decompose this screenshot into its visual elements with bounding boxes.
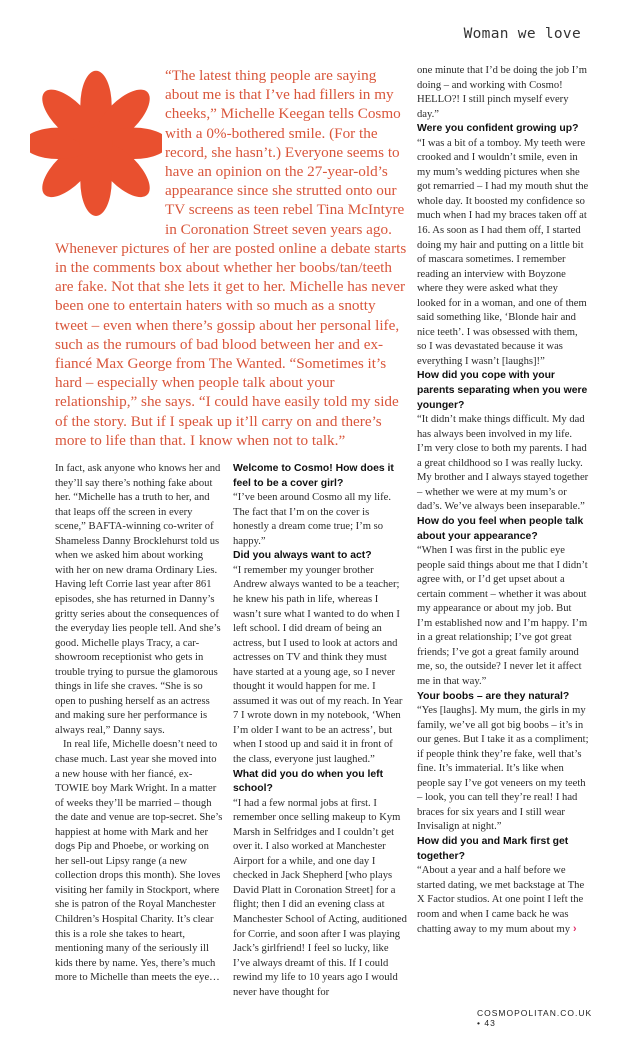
article-column-2 [233, 462, 407, 1000]
page-footer: COSMOPOLITAN.CO.UK • 43 [477, 1008, 593, 1029]
article-layout [55, 65, 589, 1000]
article-column-3 [417, 64, 589, 938]
interview-question: Welcome to Cosmo! How does it feel to be a cover girl? [233, 463, 394, 489]
article-left-area [55, 66, 407, 1000]
interview-question: What did you do when you left school? [233, 768, 384, 795]
body-paragraph: “I was a bit of a tomboy. My teeth were crooked and I wouldn’t smile, even in my mum’s wedding pictures when she got remarried – I had my mouth shut the whole day. It boosted my confidence so much when I had my braces taken off at 16. As soon as I had them off, I started doing my hair and putting on a little bit of mascara sometimes. I remember reading an interview with Boyzone where they were asked what they looked for in a woman, and one of them said something like, ‘Blonde hair and nice teeth’. I was obsessed with them, so I was devastated because it was everything I wasn’t [laughs]!” [417, 137, 589, 367]
body-paragraph: one minute that I’d be doing the job I’m doing – and working with Cosmo! HELLO?! I still pinch myself every day.” [417, 65, 588, 120]
article-columns [55, 462, 407, 1000]
pull-quote-continued: online a debate starts in the comments box about whether her boobs/tan/teeth are fake. Not that she lets it get to her. Michelle has never been one to entertain haters with so much as a snotty tweet – even when there’s gossip about her personal life, such as the rumours of bad blood between her and ex-fiancé Max George from The Wanted. “Sometimes it’s hard – especially when people talk about your relationship,” she says. “I could have easily told my side of the story. But if I speak up it’ll carry on and there’s more to life than that. I know when not to talk.” [55, 239, 407, 449]
flower-graphic [30, 66, 162, 224]
pull-quote [55, 66, 407, 450]
interview-question: How do you feel when people talk about your appearance? [417, 515, 584, 542]
continue-arrow-icon: › [570, 923, 577, 936]
body-paragraph: “When I was first in the public eye people said things about me that I didn’t agree with, or I’d get upset about a certain comment – whether it was about my appearance or about my job. But I’m established now and I’m happy. I’m in a great relationship; I’ve got great friends; I’ve got a great family around me, so, the outside? I never let it affect me in that way.” [417, 545, 588, 687]
interview-question: How did you and Mark first get together? [417, 835, 569, 862]
interview-question: How did you cope with your parents separating when you were younger? [417, 370, 588, 411]
body-paragraph: “I had a few normal jobs at first. I remember once selling makeup to Kym Marsh in Selfridges and I couldn’t get over it. I also worked at Manchester Airport for a while, and one day I checked in Jack Shepherd [who plays David Platt in Coronation Street] for a flight; then I did an evening class at Manchester School of Acting, auditioned for Corrie, and soon after I was playing Jack’s girlfriend! I feel so lucky, like I’ve always dreamt of this. If I could rewind my life to 10 years ago I would never have thought for [233, 797, 407, 998]
body-paragraph: “It didn’t make things difficult. My dad has always been involved in my life. I’m very close to both my parents. I had a great childhood so I was really lucky. My brother and I always stayed together – whether we were at my mum’s or dad’s. We’ve always been inseparable.” [417, 414, 589, 513]
section-header: Woman we love [463, 26, 581, 42]
interview-question: Did you always want to act? [233, 550, 372, 562]
article-column-1 [55, 462, 223, 1000]
body-paragraph: In fact, ask anyone who knows her and they’ll say there’s nothing fake about her. “Michelle has a truth to her, and that leaps off the screen in every scene,” BAFTA-winning co-writer of Shameless Danny Brocklehurst told us when we asked him about working with her on new drama Ordinary Lies. Having left Corrie last year after 861 episodes, she has returned in Danny’s gritty series about the consequences of the everyday lies people tell. And she’s good. Michelle plays Tracy, a car-showroom receptionist who gets in trouble trying to pursue the glamorous things in life she craves. “She is so open to pushing herself as an actress and making sure her performance is always real,” Danny says. [55, 463, 221, 736]
body-paragraph: In real life, Michelle doesn’t need to chase much. Last year she moved into a new house with her fiancé, ex-TOWIE boy Mark Wright. In a matter of weeks they’ll be married – though the date and venue are top-secret. She’s happiest at home with Mark and her dogs Pip and Phoebe, or working on her sell-out Lipsy range (a new collection drops this month). She loves visiting her family in Stockport, where she is patron of the Royal Manchester Children’s Hospital Charity. It’s clear this is a role she takes to heart, mentioning many of the seriously ill kids there by name. Yes, there’s much more to Michelle than meets the eye… [55, 739, 223, 984]
body-paragraph: “I’ve been around Cosmo all my life. The fact that I’m on the cover is honestly a dream come true; I’m so happy.” [233, 492, 391, 547]
body-paragraph: “Yes [laughs]. My mum, the girls in my family, we’ve all got big boobs – it’s in our genes. But I take it as a compliment; if people think they’re fake, well that’s fine. It’s immaterial. It’s like when people say I’ve got veneers on my teeth – look, you can tell they’re real! I had braces for six years and I still wear Invisalign at night.” [417, 705, 589, 833]
pull-quote-intro: “The latest thing people are saying about me is that I’ve had fillers in my cheeks,” Michelle Keegan tells Cosmo with a 0%-bothered smile. (For the record, she hasn’t.) Everyone seems to have an opinion on the 27-year-old’s appearance since she strutted onto our TV screens as teen rebel Tina McIntyre in Coronation Street seven years ago. Whenever pictures of her are posted [55, 67, 405, 257]
body-paragraph: “About a year and a half before we started dating, we met backstage at The X Factor studios. At one point I left the room and when I came back he was chatting away to my mum about my › [417, 865, 585, 936]
interview-question: Your boobs – are they natural? [417, 690, 570, 702]
body-paragraph: “I remember my younger brother Andrew always wanted to be a teacher; he knew his path in life, whereas I wasn’t sure what I wanted to do when I left school. I did dream of being an actress, but I used to look at actors and actresses on TV and think they must have started at a young age, so I never thought it would happen for me. I assumed it was out of my reach. In Year 7 I wrote down in my notebook, ‘When I’m older I want to be an actress’, but when I stood up and said it in front of the class, everyone just laughed.” [233, 564, 403, 765]
interview-question: Were you confident growing up? [417, 123, 579, 135]
